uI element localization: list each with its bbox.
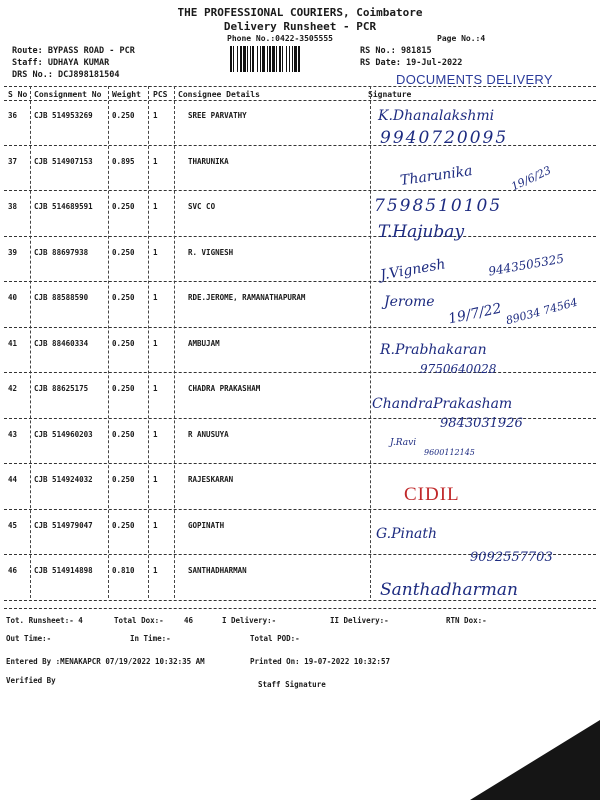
tot-runsheet: Tot. Runsheet:- 4 <box>6 616 83 625</box>
row-sno: 46 <box>8 566 18 575</box>
col-sno: S No <box>8 90 28 99</box>
row-weight: 0.250 <box>112 247 135 257</box>
row-sno: 44 <box>8 475 18 484</box>
signature-40: Jerome <box>384 294 435 310</box>
row-weight: 0.250 <box>112 293 135 302</box>
row-consignment-no: CJB 88697938 <box>34 247 89 257</box>
row-separator <box>4 509 596 510</box>
row-weight: 0.250 <box>112 384 135 393</box>
phone-number: Phone No.:0422-3505555 <box>227 34 333 43</box>
row-consignee: SANTHADHARMAN <box>188 566 247 575</box>
barcode-graphic <box>230 46 350 72</box>
row-pcs: 1 <box>153 156 158 166</box>
signature-46: Santhadharman <box>380 580 518 600</box>
signature-42: ChandraPrakasham <box>372 396 513 412</box>
verified-by: Verified By <box>6 676 56 685</box>
row-pcs: 1 <box>153 338 158 348</box>
row-consignment-no: CJB 88625175 <box>34 384 89 393</box>
date-37: 19/6/23 <box>509 163 554 194</box>
row-weight: 0.895 <box>112 156 135 166</box>
col-rule <box>148 86 149 598</box>
row-sno: 39 <box>8 247 18 257</box>
signature-43: J.Ravi <box>390 438 417 448</box>
rs-number: RS No.: 981815 <box>360 46 432 56</box>
phone-36: 9940720095 <box>380 128 509 148</box>
row-consignment-no: CJB 514914898 <box>34 566 93 575</box>
phone-42: 9843031926 <box>440 416 523 431</box>
staff-label: Staff: UDHAYA KUMAR <box>12 58 110 68</box>
signature-37: Tharunika <box>399 163 474 189</box>
row-separator <box>4 281 596 282</box>
row-consignee: R ANUSUYA <box>188 429 229 439</box>
row-pcs: 1 <box>153 566 158 575</box>
row-consignee: RAJESKARAN <box>188 475 234 484</box>
signature-44: CIDIL <box>404 484 460 505</box>
signature-36: K.Dhanalakshmi <box>378 108 495 124</box>
row-pcs: 1 <box>153 293 158 302</box>
barcode-bar <box>300 46 301 72</box>
page-number: Page No.:4 <box>437 34 486 43</box>
signature-45: G.Pinath <box>376 526 438 542</box>
row-consignment-no: CJB 88588590 <box>34 293 89 302</box>
col-rule <box>174 86 175 598</box>
ii-delivery: II Delivery:- <box>330 616 389 625</box>
drs-number: DRS No.: DCJ898181504 <box>12 70 120 80</box>
row-weight: 0.250 <box>112 429 135 439</box>
row-sno: 43 <box>8 429 18 439</box>
row-consignee: GOPINATH <box>188 520 225 530</box>
row-pcs: 1 <box>153 111 158 120</box>
col-signature: Signature <box>368 90 412 99</box>
row-weight: 0.250 <box>112 520 135 530</box>
in-time: In Time:- <box>130 634 171 643</box>
row-weight: 0.250 <box>112 111 135 120</box>
date-40: 19/7/22 <box>446 300 504 328</box>
col-rule <box>30 86 31 598</box>
total-dox-value: 46 <box>184 616 194 625</box>
row-consignee: R. VIGNESH <box>188 247 234 257</box>
signature-39: J.Vignesh <box>379 256 447 284</box>
row-sno: 37 <box>8 156 18 166</box>
phone-45: 9092557703 <box>470 550 553 565</box>
out-time: Out Time:- <box>6 634 52 643</box>
phone-40: 89034 74564 <box>504 295 579 328</box>
printed-on: Printed On: 19-07-2022 10:32:57 <box>250 657 390 666</box>
header-top-rule <box>4 86 596 87</box>
phone-38: 7598510105 <box>374 196 503 216</box>
signature-41: R.Prabhakaran <box>380 342 487 358</box>
row-consignment-no: CJB 514960203 <box>34 429 93 439</box>
col-rule <box>370 86 371 598</box>
row-sno: 38 <box>8 202 18 211</box>
phone-43: 9600112145 <box>424 448 475 457</box>
rtn-dox: RTN Dox:- <box>446 616 487 625</box>
row-weight: 0.810 <box>112 566 135 575</box>
row-consignee: AMBUJAM <box>188 338 220 348</box>
row-consignee: CHADRA PRAKASHAM <box>188 384 261 393</box>
col-rule <box>108 86 109 598</box>
col-consignment: Consignment No <box>34 90 102 99</box>
total-pod: Total POD:- <box>250 634 300 643</box>
runsheet-title: Delivery Runsheet - PCR <box>223 20 377 33</box>
row-consignment-no: CJB 514979047 <box>34 520 93 530</box>
row-consignment-no: CJB 514689591 <box>34 202 93 211</box>
row-consignee: THARUNIKA <box>188 156 229 166</box>
documents-delivery-stamp: DOCUMENTS DELIVERY <box>396 72 553 87</box>
row-separator <box>4 236 596 237</box>
row-sno: 41 <box>8 338 18 348</box>
row-separator <box>4 190 596 191</box>
row-consignment-no: CJB 514907153 <box>34 156 93 166</box>
row-weight: 0.250 <box>112 202 135 211</box>
row-pcs: 1 <box>153 247 158 257</box>
row-consignee: RDE.JEROME, RAMANATHAPURAM <box>188 293 306 302</box>
row-separator <box>4 372 596 373</box>
row-sno: 40 <box>8 293 18 302</box>
row-pcs: 1 <box>153 384 158 393</box>
row-sno: 42 <box>8 384 18 393</box>
footer-rule <box>4 608 596 609</box>
entered-by: Entered By :MENAKAPCR 07/19/2022 10:32:35 AM <box>6 657 205 666</box>
company-title: THE PROFESSIONAL COURIERS, Coimbatore <box>177 6 423 19</box>
header-bottom-rule <box>4 100 596 101</box>
row-pcs: 1 <box>153 202 158 211</box>
route-label: Route: BYPASS ROAD - PCR <box>12 46 135 56</box>
total-dox-label: Total Dox:- <box>114 616 164 625</box>
row-consignee: SVC CO <box>188 202 216 211</box>
row-consignment-no: CJB 88460334 <box>34 338 89 348</box>
col-weight: Weight <box>112 90 141 99</box>
row-pcs: 1 <box>153 475 158 484</box>
row-consignment-no: CJB 514924032 <box>34 475 93 484</box>
col-consignee: Consignee Details <box>178 90 260 99</box>
row-weight: 0.250 <box>112 475 135 484</box>
col-pcs: PCS <box>153 90 168 99</box>
row-pcs: 1 <box>153 429 158 439</box>
row-sno: 45 <box>8 520 18 530</box>
staff-signature: Staff Signature <box>258 680 326 689</box>
row-consignment-no: CJB 514953269 <box>34 111 93 120</box>
row-consignee: SREE PARVATHY <box>188 111 247 120</box>
row-pcs: 1 <box>153 520 158 530</box>
row-sno: 36 <box>8 111 18 120</box>
row-separator <box>4 463 596 464</box>
i-delivery: I Delivery:- <box>222 616 277 625</box>
signature-38: T.Hajubay <box>378 222 465 242</box>
phone-39: 9443505325 <box>487 251 565 279</box>
row-weight: 0.250 <box>112 338 135 348</box>
page-corner-shadow <box>470 720 600 800</box>
rs-date: RS Date: 19-Jul-2022 <box>360 58 463 68</box>
phone-41: 9750640028 <box>420 362 497 376</box>
